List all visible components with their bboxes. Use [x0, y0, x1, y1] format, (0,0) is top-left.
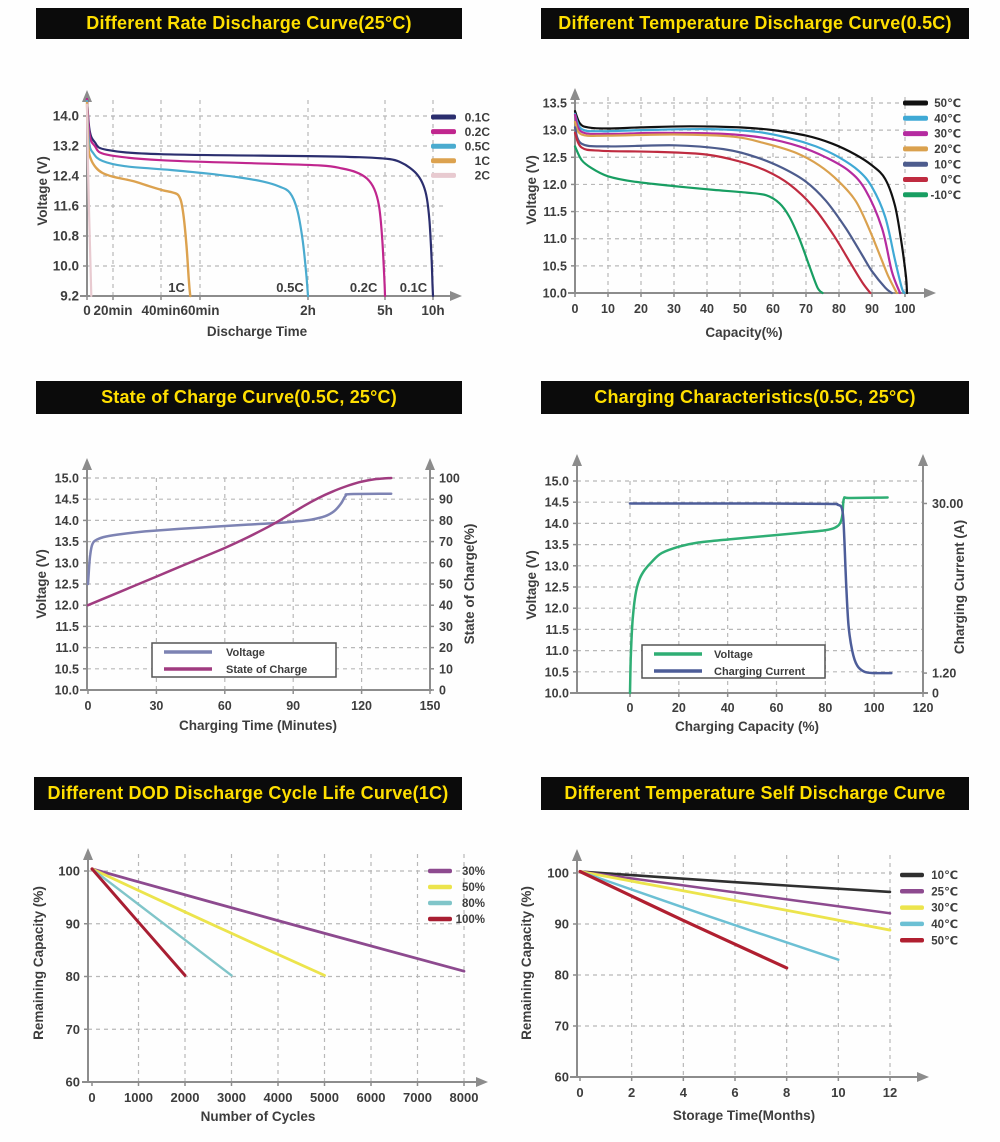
svg-text:6: 6 — [731, 1085, 739, 1100]
svg-text:90: 90 — [65, 916, 80, 932]
svg-text:40: 40 — [720, 701, 735, 715]
svg-text:0.5C: 0.5C — [464, 139, 490, 154]
svg-text:11.0: 11.0 — [543, 232, 567, 247]
svg-text:15.0: 15.0 — [544, 474, 569, 489]
svg-text:0.1C: 0.1C — [464, 110, 490, 125]
svg-text:50℃: 50℃ — [934, 98, 961, 111]
svg-text:80%: 80% — [461, 898, 485, 911]
svg-text:5000: 5000 — [310, 1090, 339, 1105]
temp-self-discharge-legend — [900, 870, 958, 947]
svg-text:90: 90 — [554, 916, 569, 932]
svg-text:20min: 20min — [93, 303, 133, 318]
svg-text:Number of Cycles: Number of Cycles — [200, 1109, 316, 1124]
chart-rate-discharge — [35, 90, 490, 339]
svg-text:11.0: 11.0 — [55, 641, 79, 656]
rate-discharge-tick-marks — [83, 116, 433, 300]
svg-text:90: 90 — [865, 302, 879, 316]
svg-text:12.4: 12.4 — [52, 168, 79, 184]
svg-text:70: 70 — [65, 1021, 80, 1037]
svg-text:30℃: 30℃ — [934, 128, 961, 141]
svg-text:0.2C: 0.2C — [349, 280, 378, 295]
svg-text:Discharge Time: Discharge Time — [206, 324, 308, 339]
svg-text:Remaining Capacity (%): Remaining Capacity (%) — [31, 886, 46, 1040]
temp-discharge-legend — [903, 98, 961, 202]
svg-text:Voltage (V): Voltage (V) — [34, 549, 49, 619]
svg-text:20: 20 — [439, 641, 453, 656]
svg-text:40: 40 — [439, 598, 453, 613]
svg-text:20: 20 — [671, 701, 686, 715]
svg-text:60: 60 — [554, 1069, 569, 1085]
dod-cycle-life-legend — [428, 866, 485, 926]
svg-text:10.0: 10.0 — [542, 286, 567, 301]
svg-text:20℃: 20℃ — [934, 144, 961, 157]
svg-text:8000: 8000 — [449, 1090, 479, 1105]
svg-text:60: 60 — [217, 699, 232, 713]
dod-cycle-life-series-50% — [92, 869, 325, 976]
svg-text:Charging Time (Minutes): Charging Time (Minutes) — [178, 718, 338, 733]
svg-text:0: 0 — [626, 701, 634, 715]
svg-text:State of Charge(%): State of Charge(%) — [462, 523, 477, 645]
svg-text:30: 30 — [667, 302, 681, 316]
svg-text:50%: 50% — [461, 882, 485, 895]
svg-text:100: 100 — [894, 302, 916, 316]
svg-text:10.5: 10.5 — [54, 662, 79, 677]
svg-text:Voltage: Voltage — [226, 646, 265, 659]
svg-text:13.5: 13.5 — [542, 96, 567, 111]
svg-text:10.0: 10.0 — [52, 258, 79, 274]
svg-text:100%: 100% — [455, 914, 485, 927]
svg-text:6000: 6000 — [356, 1090, 386, 1105]
svg-text:30: 30 — [149, 699, 164, 713]
svg-text:9.2: 9.2 — [60, 288, 79, 304]
state-of-charge-axis-arrows — [82, 458, 435, 470]
chart-temp-discharge — [524, 88, 961, 340]
chart-charging-characteristics — [524, 454, 967, 734]
svg-text:Storage Time(Months): Storage Time(Months) — [672, 1108, 816, 1123]
svg-text:30℃: 30℃ — [931, 902, 958, 915]
svg-text:10: 10 — [601, 302, 615, 316]
svg-text:14.0: 14.0 — [54, 513, 79, 528]
svg-text:12: 12 — [882, 1085, 898, 1100]
svg-text:10.0: 10.0 — [544, 686, 569, 701]
svg-text:13.0: 13.0 — [54, 556, 79, 571]
chart-title-rate-discharge: Different Rate Discharge Curve(25°C) — [36, 8, 462, 39]
svg-text:0.5C: 0.5C — [276, 280, 304, 295]
svg-text:10.5: 10.5 — [544, 665, 569, 680]
svg-text:10℃: 10℃ — [931, 870, 958, 883]
svg-text:40℃: 40℃ — [931, 919, 958, 932]
svg-text:0: 0 — [84, 699, 92, 713]
svg-text:60: 60 — [65, 1074, 80, 1090]
rate-discharge-series-0.2C — [87, 99, 385, 296]
svg-text:Remaining Capacity (%): Remaining Capacity (%) — [519, 886, 534, 1040]
svg-text:1C: 1C — [168, 280, 185, 295]
svg-text:0.1C: 0.1C — [399, 280, 428, 295]
rate-discharge-curve-labels — [168, 280, 428, 295]
svg-text:60: 60 — [439, 556, 453, 571]
svg-text:State of Charge: State of Charge — [226, 663, 308, 676]
svg-text:1000: 1000 — [124, 1090, 153, 1105]
svg-text:14.0: 14.0 — [52, 108, 79, 124]
chart-state-of-charge — [34, 458, 477, 733]
svg-text:60: 60 — [769, 701, 784, 715]
svg-text:Charging Capacity (%): Charging Capacity (%) — [674, 719, 820, 734]
svg-text:2C: 2C — [474, 168, 490, 183]
svg-text:13.0: 13.0 — [542, 123, 567, 138]
svg-text:13.5: 13.5 — [54, 535, 79, 550]
svg-text:80: 80 — [554, 967, 569, 983]
chart-title-dod-cycle-life: Different DOD Discharge Cycle Life Curve(1C) — [34, 777, 462, 810]
dod-cycle-life-tick-marks — [84, 871, 464, 1086]
svg-text:120: 120 — [912, 701, 934, 715]
svg-text:13.2: 13.2 — [52, 138, 79, 154]
svg-text:Voltage (V): Voltage (V) — [524, 155, 539, 225]
svg-text:13.0: 13.0 — [544, 559, 569, 574]
svg-text:12.5: 12.5 — [544, 580, 569, 595]
svg-text:10: 10 — [439, 662, 453, 677]
svg-text:11.6: 11.6 — [53, 198, 79, 214]
dod-cycle-life-tick-labels — [58, 864, 478, 1106]
svg-text:10.0: 10.0 — [54, 683, 79, 698]
svg-text:0: 0 — [571, 302, 579, 316]
svg-text:2h: 2h — [300, 303, 316, 318]
svg-text:30%: 30% — [461, 866, 485, 879]
svg-text:-10℃: -10℃ — [930, 189, 961, 202]
svg-text:100: 100 — [863, 701, 885, 715]
svg-text:1C: 1C — [474, 154, 490, 169]
svg-text:80: 80 — [439, 513, 453, 528]
svg-text:0: 0 — [439, 683, 446, 698]
svg-text:150: 150 — [419, 699, 441, 713]
svg-text:80: 80 — [818, 701, 833, 715]
svg-text:100: 100 — [547, 865, 569, 881]
svg-text:4000: 4000 — [263, 1090, 293, 1105]
svg-text:40: 40 — [700, 302, 714, 316]
rate-discharge-tick-labels — [53, 109, 445, 319]
svg-text:70: 70 — [439, 535, 453, 550]
dod-cycle-life-gridlines — [88, 854, 464, 1082]
svg-text:10℃: 10℃ — [934, 159, 961, 172]
svg-text:8: 8 — [783, 1085, 791, 1100]
svg-text:80: 80 — [65, 969, 80, 984]
svg-text:0.2C: 0.2C — [464, 124, 490, 139]
charging-characteristics-axis-arrows — [572, 454, 928, 466]
state-of-charge-axis-titles — [34, 524, 477, 733]
svg-text:30.00: 30.00 — [932, 496, 964, 511]
svg-text:12.5: 12.5 — [542, 150, 567, 165]
svg-text:7000: 7000 — [403, 1090, 432, 1105]
svg-text:50: 50 — [439, 577, 453, 592]
svg-text:Voltage (V): Voltage (V) — [524, 550, 539, 620]
svg-text:2000: 2000 — [170, 1090, 200, 1105]
svg-text:40min: 40min — [141, 303, 181, 318]
svg-text:Charging Current (A): Charging Current (A) — [952, 519, 967, 655]
svg-text:50: 50 — [733, 302, 747, 316]
temp-self-discharge-series-40℃ — [580, 872, 838, 960]
svg-text:70: 70 — [554, 1018, 569, 1034]
svg-text:25℃: 25℃ — [931, 886, 958, 899]
chart-title-temp-discharge: Different Temperature Discharge Curve(0.5C) — [541, 8, 969, 39]
svg-text:Capacity(%): Capacity(%) — [705, 325, 783, 340]
temp-discharge-series-20℃ — [575, 122, 897, 293]
rate-discharge-legend — [431, 110, 490, 182]
svg-text:30: 30 — [439, 619, 453, 634]
chart-title-state-of-charge: State of Charge Curve(0.5C, 25°C) — [36, 381, 462, 414]
dod-cycle-life-series-80% — [92, 869, 232, 976]
svg-text:90: 90 — [439, 492, 453, 507]
svg-text:0: 0 — [576, 1085, 584, 1100]
svg-text:12.0: 12.0 — [542, 177, 567, 192]
rate-discharge-gridlines — [87, 100, 445, 296]
svg-text:90: 90 — [286, 699, 301, 713]
svg-text:60min: 60min — [180, 303, 220, 318]
svg-text:70: 70 — [799, 302, 813, 316]
svg-text:Voltage: Voltage — [714, 648, 753, 661]
svg-text:0: 0 — [88, 1090, 96, 1105]
svg-text:14.5: 14.5 — [54, 492, 79, 507]
rate-discharge-series-0.5C — [87, 101, 308, 296]
svg-text:11.0: 11.0 — [545, 644, 569, 659]
svg-text:11.5: 11.5 — [55, 619, 79, 634]
svg-text:11.5: 11.5 — [543, 205, 567, 220]
svg-text:14.5: 14.5 — [544, 495, 569, 510]
chart-temp-self-discharge — [519, 849, 958, 1123]
charging-characteristics-legend — [642, 645, 825, 678]
svg-text:0: 0 — [932, 686, 939, 701]
state-of-charge-legend — [152, 643, 336, 677]
charging-characteristics-tick-labels — [545, 475, 964, 716]
svg-text:0: 0 — [83, 303, 91, 318]
svg-text:Voltage (V): Voltage (V) — [35, 156, 50, 226]
chart-title-charging-characteristics: Charging Characteristics(0.5C, 25°C) — [541, 381, 969, 414]
svg-text:100: 100 — [58, 863, 80, 879]
charging-characteristics-axis-titles — [524, 520, 967, 734]
chart-dod-cycle-life — [31, 848, 488, 1124]
svg-text:10.5: 10.5 — [542, 259, 567, 274]
svg-text:120: 120 — [351, 699, 373, 713]
svg-text:40℃: 40℃ — [934, 113, 961, 126]
rate-discharge-series-1C — [87, 103, 190, 296]
svg-text:60: 60 — [766, 302, 780, 316]
svg-text:12.0: 12.0 — [54, 598, 79, 613]
svg-text:11.5: 11.5 — [545, 622, 569, 637]
chart-title-temp-self-discharge: Different Temperature Self Discharge Curve — [541, 777, 969, 810]
svg-text:12.5: 12.5 — [54, 577, 79, 592]
state-of-charge-series-Voltage — [88, 494, 391, 584]
svg-text:20: 20 — [634, 302, 648, 316]
temp-self-discharge-tick-labels — [547, 866, 897, 1101]
svg-text:10: 10 — [831, 1085, 846, 1100]
svg-text:4: 4 — [679, 1085, 687, 1100]
svg-text:10.8: 10.8 — [52, 228, 79, 244]
svg-text:50℃: 50℃ — [931, 935, 958, 948]
svg-text:10h: 10h — [421, 303, 445, 318]
svg-text:0℃: 0℃ — [940, 174, 961, 187]
svg-text:80: 80 — [832, 302, 846, 316]
svg-text:1.20: 1.20 — [932, 666, 957, 681]
svg-text:5h: 5h — [377, 303, 393, 318]
svg-text:13.5: 13.5 — [544, 538, 569, 553]
svg-text:12.0: 12.0 — [544, 601, 569, 616]
svg-text:2: 2 — [628, 1085, 636, 1100]
svg-text:14.0: 14.0 — [544, 516, 569, 531]
rate-discharge-axis-arrows — [82, 90, 462, 301]
svg-text:3000: 3000 — [217, 1090, 246, 1105]
svg-text:Charging Current: Charging Current — [714, 665, 806, 678]
svg-text:100: 100 — [439, 471, 460, 486]
svg-text:15.0: 15.0 — [54, 471, 79, 486]
temp-self-discharge-tick-marks — [573, 873, 890, 1081]
